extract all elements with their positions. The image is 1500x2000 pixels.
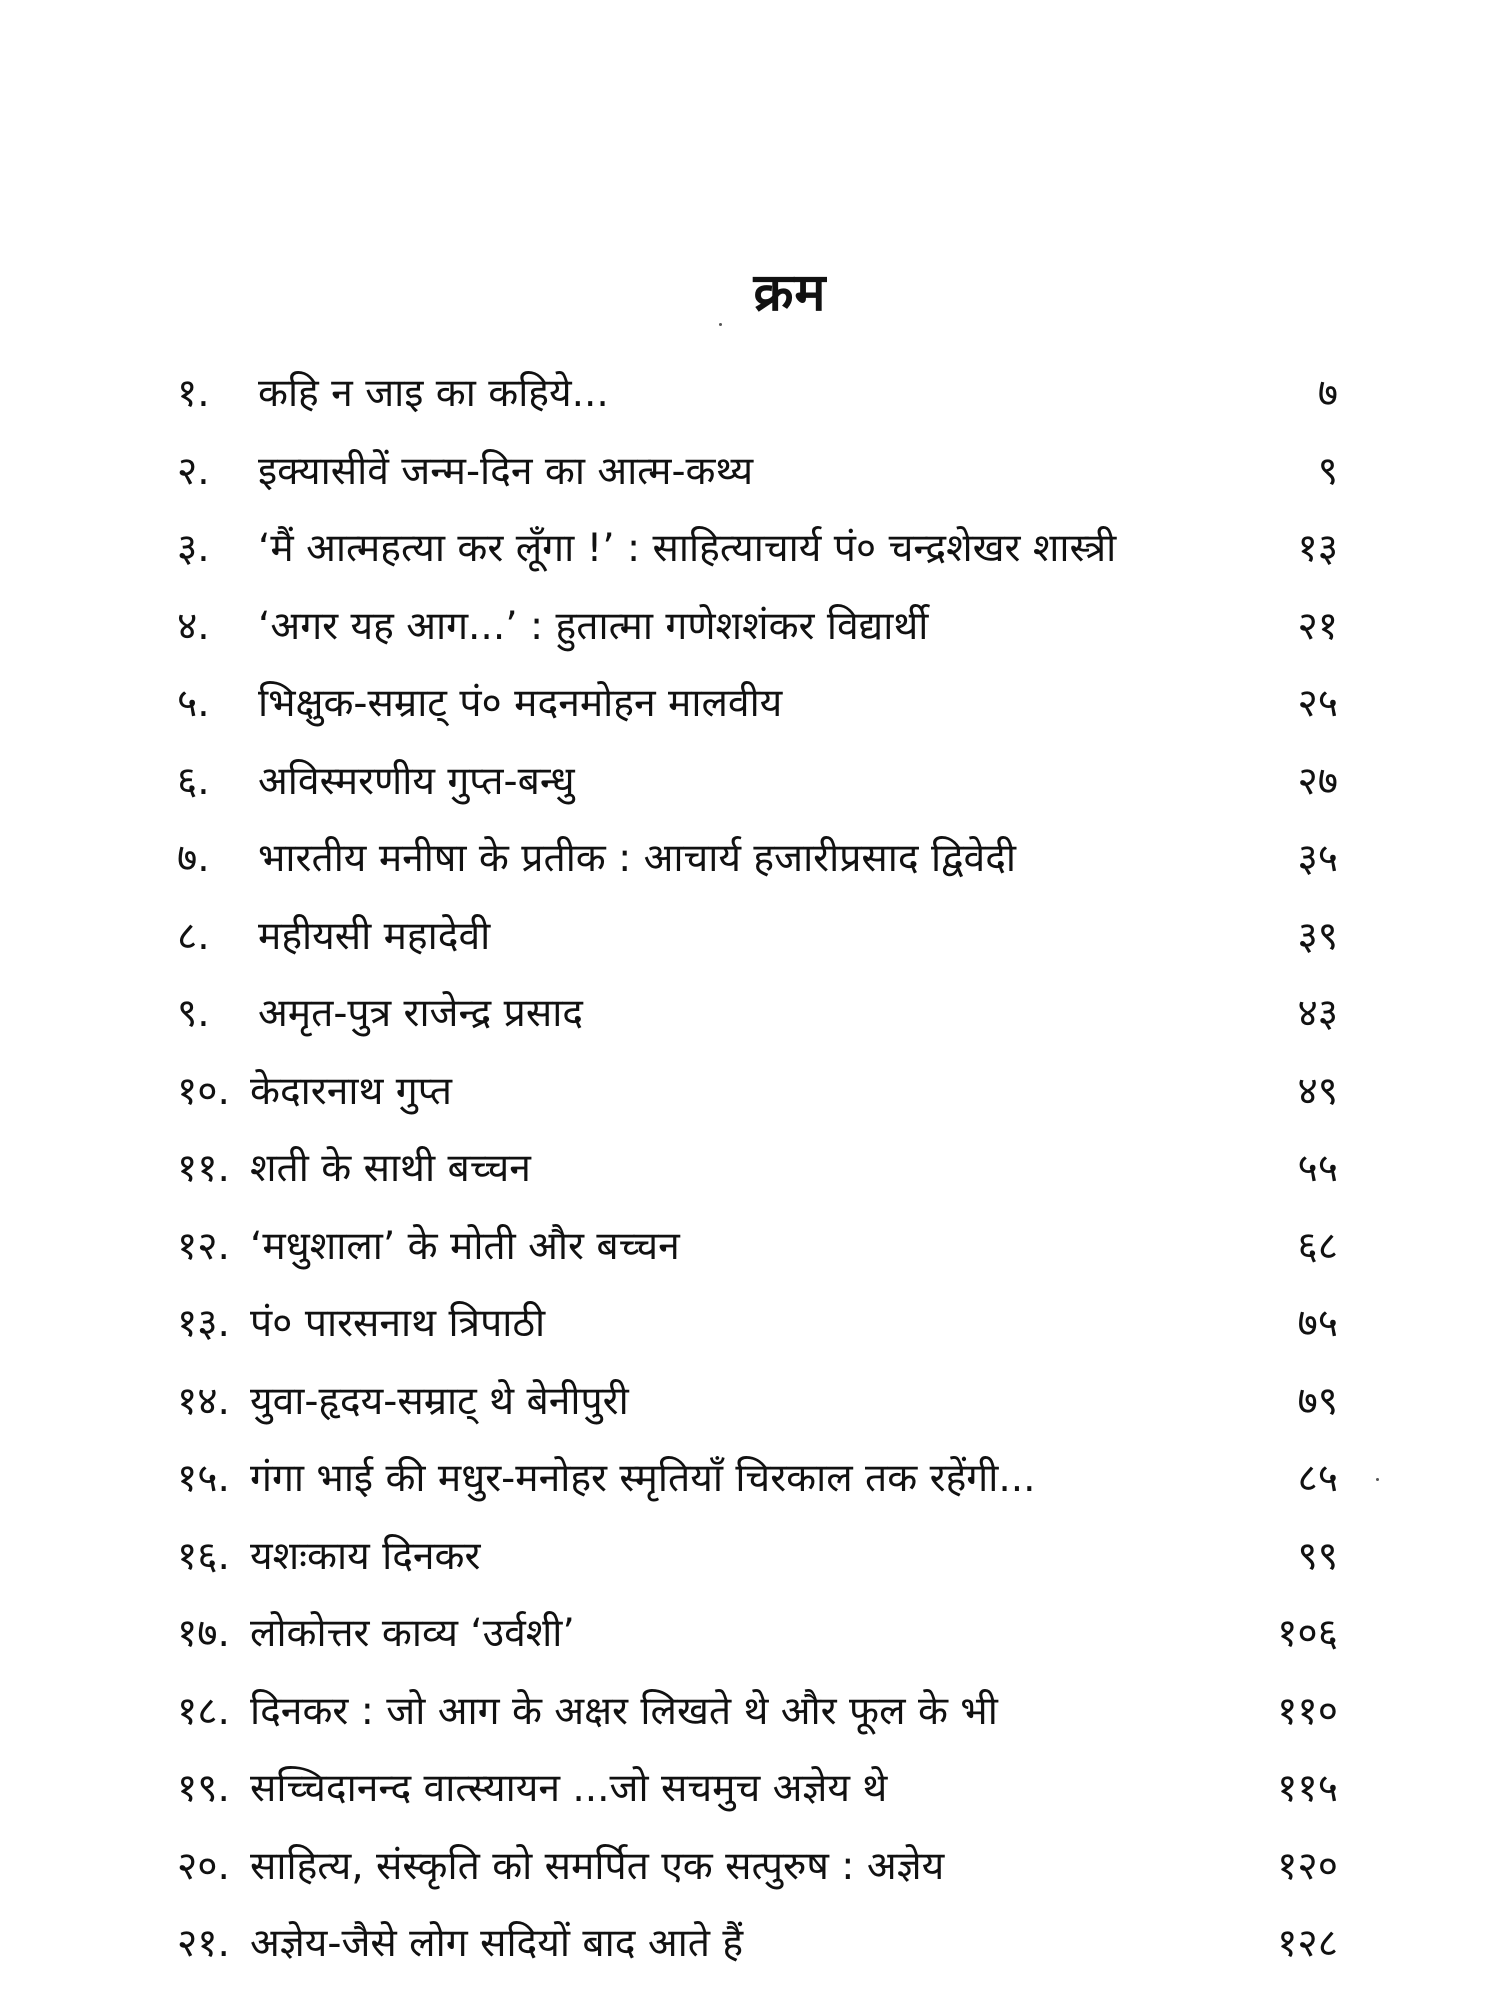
toc-entry-page-number: ७९	[1297, 1378, 1338, 1424]
toc-entry	[0, 1053, 1500, 1131]
toc-entry-number: १४.	[177, 1378, 230, 1424]
print-speck	[1376, 1478, 1379, 1481]
toc-entry-title: शती के साथी बच्चन	[250, 1146, 531, 1191]
toc-entry-page-number: ३९	[1297, 913, 1338, 959]
toc-entry-number: १८.	[177, 1688, 230, 1734]
toc-entry	[0, 975, 1500, 1053]
toc-entry-page-number: ९	[1317, 448, 1338, 494]
toc-entry-number: १९.	[177, 1766, 230, 1811]
toc-entry-number: ३.	[177, 526, 210, 571]
toc-entry-page-number: ४३	[1297, 991, 1338, 1036]
toc-entry-title: कहि न जाइ का कहिये...	[258, 371, 609, 416]
toc-entry-number: ११.	[177, 1146, 230, 1191]
toc-entry-page-number: ६८	[1297, 1223, 1338, 1269]
toc-entry-page-number: ७५	[1297, 1301, 1338, 1346]
toc-entry	[0, 1285, 1500, 1363]
toc-entry-number: २.	[177, 448, 210, 494]
table-of-contents	[0, 355, 1500, 1983]
toc-entry-number: १३.	[177, 1301, 230, 1346]
toc-entry-number: ४.	[177, 603, 210, 649]
toc-entry	[0, 820, 1500, 898]
toc-entry-number: १७.	[177, 1611, 230, 1656]
toc-entry-page-number: १३	[1297, 526, 1338, 571]
toc-entry-page-number: ७	[1317, 371, 1338, 416]
toc-entry-number: १.	[177, 371, 210, 416]
toc-entry-page-number: ८५	[1297, 1456, 1338, 1501]
toc-entry-number: ६.	[177, 758, 210, 804]
toc-entry	[0, 1828, 1500, 1906]
toc-entry-title: अज्ञेय-जैसे लोग सदियों बाद आते हैं	[250, 1921, 744, 1966]
toc-entry	[0, 898, 1500, 976]
toc-entry-title: युवा-हृदय-सम्राट् थे बेनीपुरी	[250, 1378, 629, 1424]
toc-entry-title: ‘अगर यह आग...’ : हुतात्मा गणेशशंकर विद्यार्थी	[258, 603, 929, 649]
toc-entry	[0, 665, 1500, 743]
page-title: क्रम	[753, 263, 827, 323]
toc-entry-page-number: ११५	[1277, 1766, 1338, 1811]
toc-entry-number: १६.	[177, 1533, 230, 1579]
toc-entry	[0, 1750, 1500, 1828]
toc-entry-title: सच्चिदानन्द वात्स्यायन ...जो सचमुच अज्ञेय थे	[250, 1766, 888, 1811]
toc-entry-title: लोकोत्तर काव्य ‘उर्वशी’	[250, 1611, 575, 1656]
toc-entry-page-number: ३५	[1297, 836, 1338, 881]
toc-entry-title: अमृत-पुत्र राजेन्द्र प्रसाद	[258, 991, 584, 1036]
print-speck	[719, 323, 722, 326]
toc-entry	[0, 510, 1500, 588]
toc-entry-title: दिनकर : जो आग के अक्षर लिखते थे और फूल के भी	[250, 1688, 998, 1734]
toc-entry	[0, 355, 1500, 433]
toc-entry-number: ८.	[177, 913, 210, 959]
toc-entry-page-number: २५	[1297, 681, 1338, 726]
toc-entry-page-number: १२०	[1277, 1843, 1338, 1889]
toc-entry-title: अविस्मरणीय गुप्त-बन्धु	[258, 758, 575, 804]
toc-entry-page-number: २७	[1297, 758, 1338, 804]
toc-entry	[0, 1595, 1500, 1673]
toc-entry	[0, 1130, 1500, 1208]
toc-entry	[0, 1208, 1500, 1286]
toc-entry-page-number: ११०	[1277, 1688, 1338, 1734]
toc-entry-number: १२.	[177, 1223, 230, 1269]
toc-entry-title: ‘मधुशाला’ के मोती और बच्चन	[250, 1223, 680, 1269]
toc-entry-number: ९.	[177, 991, 210, 1036]
toc-entry-title: साहित्य, संस्कृति को समर्पित एक सत्पुरुष : अज्ञेय	[250, 1843, 945, 1889]
toc-entry-number: ५.	[177, 681, 210, 726]
toc-entry-title: महीयसी महादेवी	[258, 913, 491, 959]
toc-entry-page-number: १२८	[1277, 1921, 1338, 1966]
toc-entry	[0, 1363, 1500, 1441]
toc-entry-number: २१.	[177, 1921, 230, 1966]
toc-entry-page-number: १०६	[1277, 1611, 1338, 1656]
toc-entry	[0, 1673, 1500, 1751]
toc-entry	[0, 1905, 1500, 1983]
toc-entry-page-number: २१	[1297, 603, 1338, 649]
toc-entry-page-number: ५५	[1297, 1146, 1338, 1191]
toc-entry-title: ‘मैं आत्महत्या कर लूँगा !’ : साहित्याचार्य पं० चन्द्रशेखर शास्त्री	[258, 526, 1117, 571]
toc-entry-number: ७.	[177, 836, 210, 881]
toc-entry-title: भिक्षुक-सम्राट् पं० मदनमोहन मालवीय	[258, 681, 783, 726]
toc-entry	[0, 743, 1500, 821]
toc-entry-title: भारतीय मनीषा के प्रतीक : आचार्य हजारीप्रसाद द्विवेदी	[258, 836, 1017, 881]
toc-entry	[0, 588, 1500, 666]
toc-entry	[0, 433, 1500, 511]
toc-entry-page-number: ४९	[1297, 1068, 1338, 1114]
toc-entry-number: १०.	[177, 1068, 230, 1114]
toc-entry-number: २०.	[177, 1843, 230, 1889]
toc-entry	[0, 1518, 1500, 1596]
toc-entry-number: १५.	[177, 1456, 230, 1501]
toc-entry	[0, 1440, 1500, 1518]
toc-entry-page-number: ९९	[1297, 1533, 1338, 1579]
toc-entry-title: केदारनाथ गुप्त	[250, 1068, 452, 1114]
toc-entry-title: यशःकाय दिनकर	[250, 1533, 481, 1579]
toc-entry-title: इक्यासीवें जन्म-दिन का आत्म-कथ्य	[258, 448, 754, 494]
toc-entry-title: पं० पारसनाथ त्रिपाठी	[250, 1301, 546, 1346]
toc-entry-title: गंगा भाई की मधुर-मनोहर स्मृतियाँ चिरकाल तक रहेंगी...	[250, 1456, 1036, 1501]
